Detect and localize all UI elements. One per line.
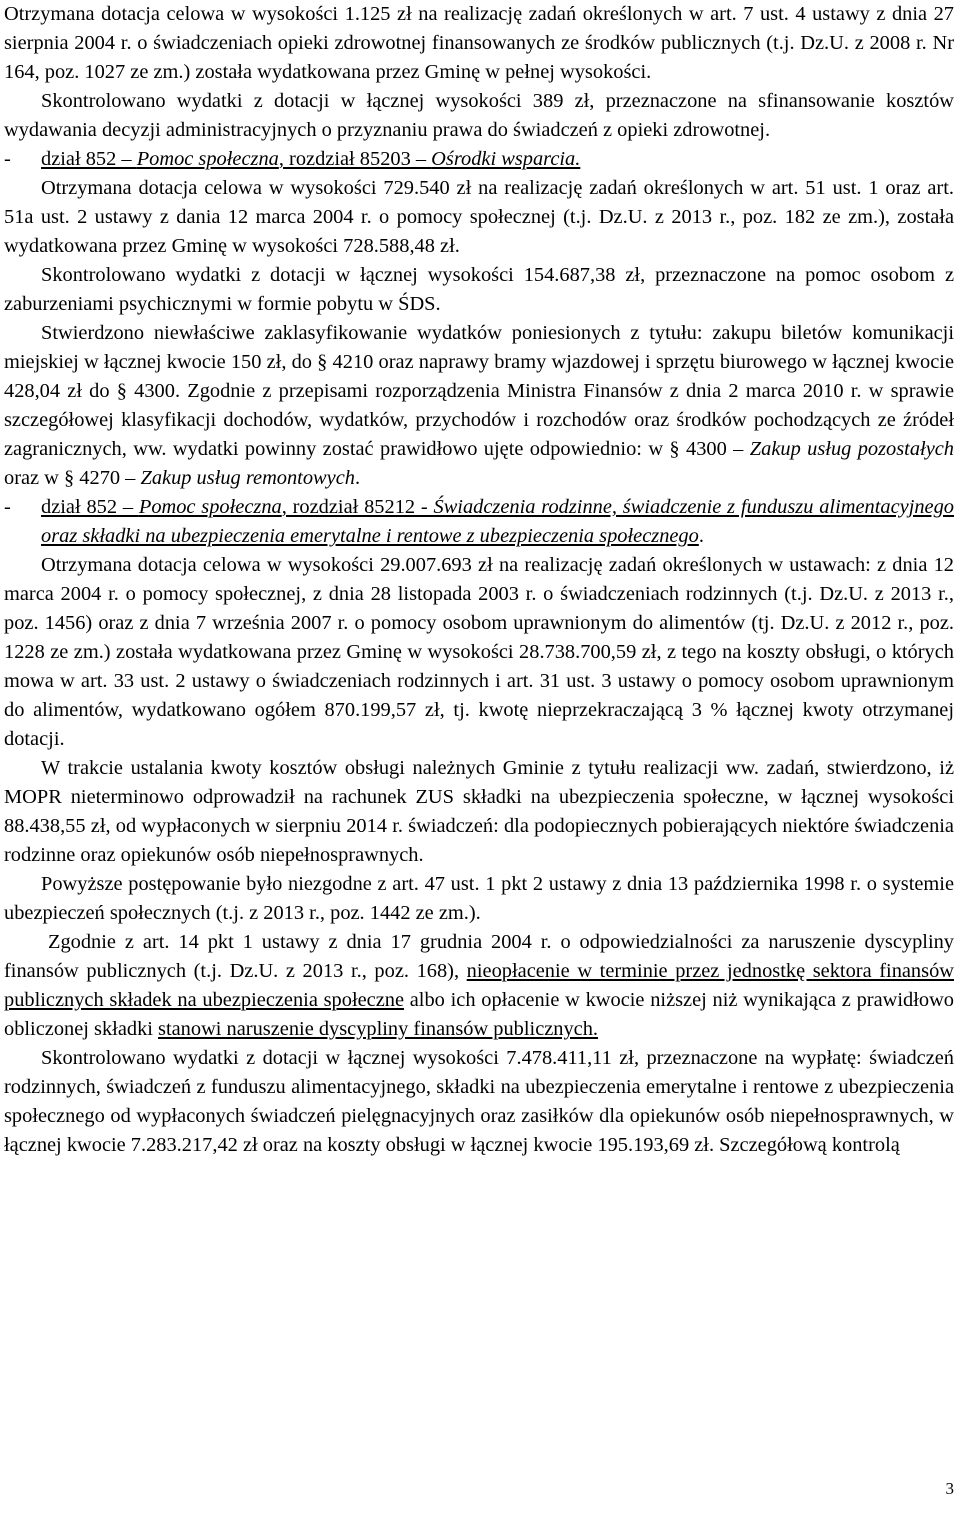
underlined-span: stanowi naruszenie dyscypliny finansów publicznych. xyxy=(158,1018,599,1040)
paragraph-skontrolowano-7478411: Skontrolowano wydatki z dotacji w łącznej wysokości 7.478.411,11 zł, przeznaczone na wypłatę: świadczeń rodzinnych, świadczeń z funduszu alimentacyjnego, składki na ubezpieczenia emerytalne i rentowe z ubezpieczenia społecznego od wypłaconych świadczeń pielęgnacyjnych oraz zasiłków dla opiekunów osób niepełnosprawnych, w łącznej kwocie 7.283.217,42 zł oraz na koszty obsługi w łącznej kwocie 195.193,69 zł. Szczegółową kontrolą xyxy=(4,1047,954,1156)
text-span: . xyxy=(354,467,361,489)
italic-span: Zakup usług remontowych xyxy=(140,467,355,489)
italic-span: Zakup usług pozostałych xyxy=(749,438,954,460)
paragraph-w-trakcie: W trakcie ustalania kwoty kosztów obsługi należnych Gminie z tytułu realizacji ww. zadań, stwierdzono, iż MOPR nieterminowo odprowadził na rachunek ZUS składki na ubezpieczenia społeczne, w łącznej wysokości 88.438,55 zł, od wypłaconych w sierpniu 2014 r. świadczeń: dla podopiecznych pobierających niektóre świadczenia rodzinne oraz opiekunów osób niepełnosprawnych. xyxy=(4,757,954,866)
paragraph-dotacja-29007693: Otrzymana dotacja celowa w wysokości 29.007.693 zł na realizację zadań określonych w ustawach: z dnia 12 marca 2004 r. o pomocy społecznej, z dnia 28 listopada 2003 r. o świadczeniach rodzinnych (t.j. Dz.U. z 2013 r., poz. 1456) oraz z dnia 7 września 2007 r. o pomocy osobom uprawnionym do alimentów (tj. Dz.U. z 2012 r., poz. 1228 ze zm.) została wydatkowana przez Gminę w wysokości 28.738.700,59 zł, z tego na koszty obsługi, o których mowa w art. 33 ust. 2 ustawy o świadczeniach rodzinnych i art. 31 ust. 3 ustawy o pomocy osobom uprawnionym do alimentów, wydatkowano ogółem 870.199,57 zł, tj. kwotę nieprzekraczającą 3 % łącznej kwoty otrzymanej dotacji. xyxy=(4,554,954,750)
chapter-label: , rozdział 85212 - xyxy=(281,496,434,518)
bullet-text-part xyxy=(41,496,954,547)
page-number: 3 xyxy=(945,1479,954,1498)
bullet-dzial-85203 xyxy=(4,145,954,174)
bullet-dzial-85212 xyxy=(4,493,954,551)
underlined-span: nieopłacenie w terminie przez jednostkę sektora finansów publicznych składek na ubezpieczenia społeczne xyxy=(4,960,954,1011)
paragraph-dotacja-729540: Otrzymana dotacja celowa w wysokości 729.540 zł na realizację zadań określonych w art. 51 ust. 1 oraz art. 51a ust. 2 ustawy z dania 12 marca 2004 r. o pomocy społecznej (t.j. Dz.U. z 2013 r., poz. 182 ze zm.), została wydatkowana przez Gminę w wysokości 728.588,48 zł. xyxy=(4,177,954,257)
text-span: oraz w § 4270 – xyxy=(4,467,141,489)
paragraph-skontrolowano-154687: Skontrolowano wydatki z dotacji w łącznej wysokości 154.687,38 zł, przeznaczone na pomoc osobom z zaburzeniami psychicznymi w formie pobytu w ŚDS. xyxy=(4,264,954,315)
section-label: dział 852 – xyxy=(41,148,137,170)
paragraph-stwierdzono xyxy=(4,319,954,493)
document-page xyxy=(4,0,954,1160)
paragraph-dotacja-opieka-zdrowotna: Otrzymana dotacja celowa w wysokości 1.125 zł na realizację zadań określonych w art. 7 ust. 4 ustawy z dnia 27 sierpnia 2004 r. o świadczeniach opieki zdrowotnej finansowanych ze środków publicznych (t.j. Dz.U. z 2008 r. Nr 164, poz. 1027 ze zm.) została wydatkowana przez Gminę w pełnej wysokości. xyxy=(4,3,954,83)
paragraph-zgodnie-art14 xyxy=(4,928,954,1044)
bullet-text-part xyxy=(41,148,580,170)
chapter-title: Świadczenia rodzinne, świadczenie z funduszu alimentacyjnego oraz składki na ubezpieczenia emerytalne i rentowe z ubezpieczenia społecznego xyxy=(41,496,954,547)
chapter-title: Ośrodki wsparcia. xyxy=(431,148,581,170)
text-span: Stwierdzono niewłaściwe zaklasyfikowanie wydatków poniesionych z tytułu: zakupu biletów komunikacji miejskiej w łącznej kwocie 150 zł, do § 4210 oraz naprawy bramy wjazdowej i sprzętu biurowego w łącznej kwocie 428,04 zł do § 4300. Zgodnie z przepisami rozporządzenia Ministra Finansów z dnia 2 marca 2010 r. w sprawie szczegółowej klasyfikacji dochodów, wydatków, przychodów i rozchodów oraz środków pochodzących ze źródeł zagranicznych, ww. wydatki powinny zostać prawidłowo ujęte odpowiednio: w § 4300 – xyxy=(4,322,954,460)
section-label: dział 852 – xyxy=(41,496,139,518)
section-title: Pomoc społeczna xyxy=(138,496,282,518)
paragraph-skontrolowano-389: Skontrolowano wydatki z dotacji w łącznej wysokości 389 zł, przeznaczone na sfinansowanie kosztów wydawania decyzji administracyjnych o przyznaniu prawa do świadczeń z opieki zdrowotnej. xyxy=(4,90,954,141)
text-span: Zgodnie z art. 14 pkt 1 ustawy z dnia 17 grudnia 2004 r. o odpowiedzialności za naruszenie dyscypliny finansów publicznych (t.j. Dz.U. z 2013 r., poz. 168), xyxy=(4,931,954,982)
bullet-dash: - xyxy=(4,148,11,170)
text-span: albo ich opłacenie w kwocie niższej niż wynikająca z prawidłowo obliczonej składki xyxy=(4,989,954,1040)
text-span: . xyxy=(698,525,704,547)
paragraph-powyzsze: Powyższe postępowanie było niezgodne z art. 47 ust. 1 pkt 2 ustawy z dnia 13 października 1998 r. o systemie ubezpieczeń społecznych (t.j. z 2013 r., poz. 1442 ze zm.). xyxy=(4,873,954,924)
chapter-label: , rozdział 85203 – xyxy=(278,148,432,170)
section-title: Pomoc społeczna xyxy=(136,148,279,170)
bullet-dash: - xyxy=(4,496,11,518)
